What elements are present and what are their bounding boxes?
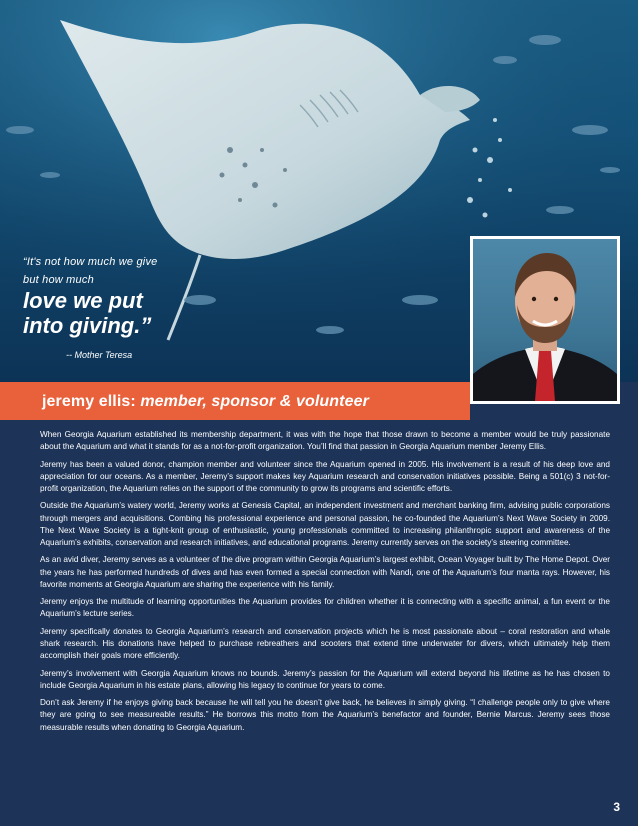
- portrait-illustration: [473, 239, 617, 401]
- quote-attribution: -- Mother Teresa: [66, 350, 133, 360]
- banner-name: jeremy ellis:: [42, 393, 136, 410]
- paragraph-7: Jeremy’s involvement with Georgia Aquarium knows no bounds. Jeremy’s passion for the Aquarium will extend beyond his lifetime as he has chosen to include Georgia Aquarium in his estate plans, allowing his legacy to continue for years to come.: [40, 668, 610, 690]
- quote-line-4: into giving.”: [23, 313, 152, 338]
- paragraph-3: Outside the Aquarium’s watery world, Jeremy works at Genesis Capital, an independent investment and merchant banking firm, advising public corporations through mergers and acquisitions. Combing his professional experience and personal passion, he co-founded the Aquarium’s Next Wave Society in 2009. The Next Wave Society is a tight-knit group of enthusiastic, young professionals committed to increasing philanthropic support and awareness of the Aquarium’s exhibits, conservation and research initiatives, and educational programs. Jeremy currently serves on the society’s steering committee.: [40, 501, 610, 547]
- quote-line-3: love we put: [23, 288, 143, 313]
- paragraph-2: Jeremy has been a valued donor, champion member and volunteer since the Aquarium opened in 2005. His involvement is a result of his deep love and appreciation for our oceans. As a member, Jeremy’s support makes key Aquarium research and conservation initiatives possible. Being a 501(c) 3 not-for-profit organization, the Aquarium relies on the support of the community to grow its programs and scientific efforts.: [40, 459, 610, 493]
- paragraph-4: As an avid diver, Jeremy serves as a volunteer of the dive program within Georgia Aquarium’s largest exhibit, Ocean Voyager built by The Home Depot. Over the years he has performed hundreds of dives and has even formed a special connection with Nandi, one of the Aquarium’s four manta rays. However, his favorite moments at Georgia Aquarium are sharing the experience with his family.: [40, 555, 610, 589]
- portrait-photo: [470, 236, 620, 404]
- paragraph-6: Jeremy specifically donates to Georgia Aquarium’s research and conservation projects which he is most passionate about – coral restoration and whale shark research. His donations have helped to purchase rebreathers and scooters that extend time underwater for divers, which ultimately help them accomplish their goals more efficiently.: [40, 626, 610, 661]
- banner-title: [42, 393, 369, 411]
- paragraph-5: Jeremy enjoys the multitude of learning opportunities the Aquarium provides for children whether it is connecting with a specific animal, a fun event or the Aquarium’s lecture series.: [40, 597, 610, 619]
- page-number: 3: [613, 800, 620, 814]
- quote-line-2: but how much: [23, 274, 94, 286]
- paragraph-8: Don’t ask Jeremy if he enjoys giving back because he will tell you he doesn’t give back, he believes in simply giving. “I challenge people only to give where they are going to see measureable results.” He borrows this motto from the Aquarium’s benefactor and founder, Bernie Marcus. Jeremy sees those measurable results when donating to Georgia Aquarium.: [40, 698, 610, 732]
- paragraph-1: When Georgia Aquarium established its membership department, it was with the hope that those drawn to become a member would be truly passionate about the Aquarium and what it stands for as a not-for-profit organization. You’ll find that passion in Georgia Aquarium member Jeremy Ellis.: [40, 430, 610, 452]
- article-body: [40, 429, 610, 739]
- quote-line-1: “It's not how much we give: [23, 256, 158, 268]
- banner-role: member, sponsor & volunteer: [140, 393, 369, 410]
